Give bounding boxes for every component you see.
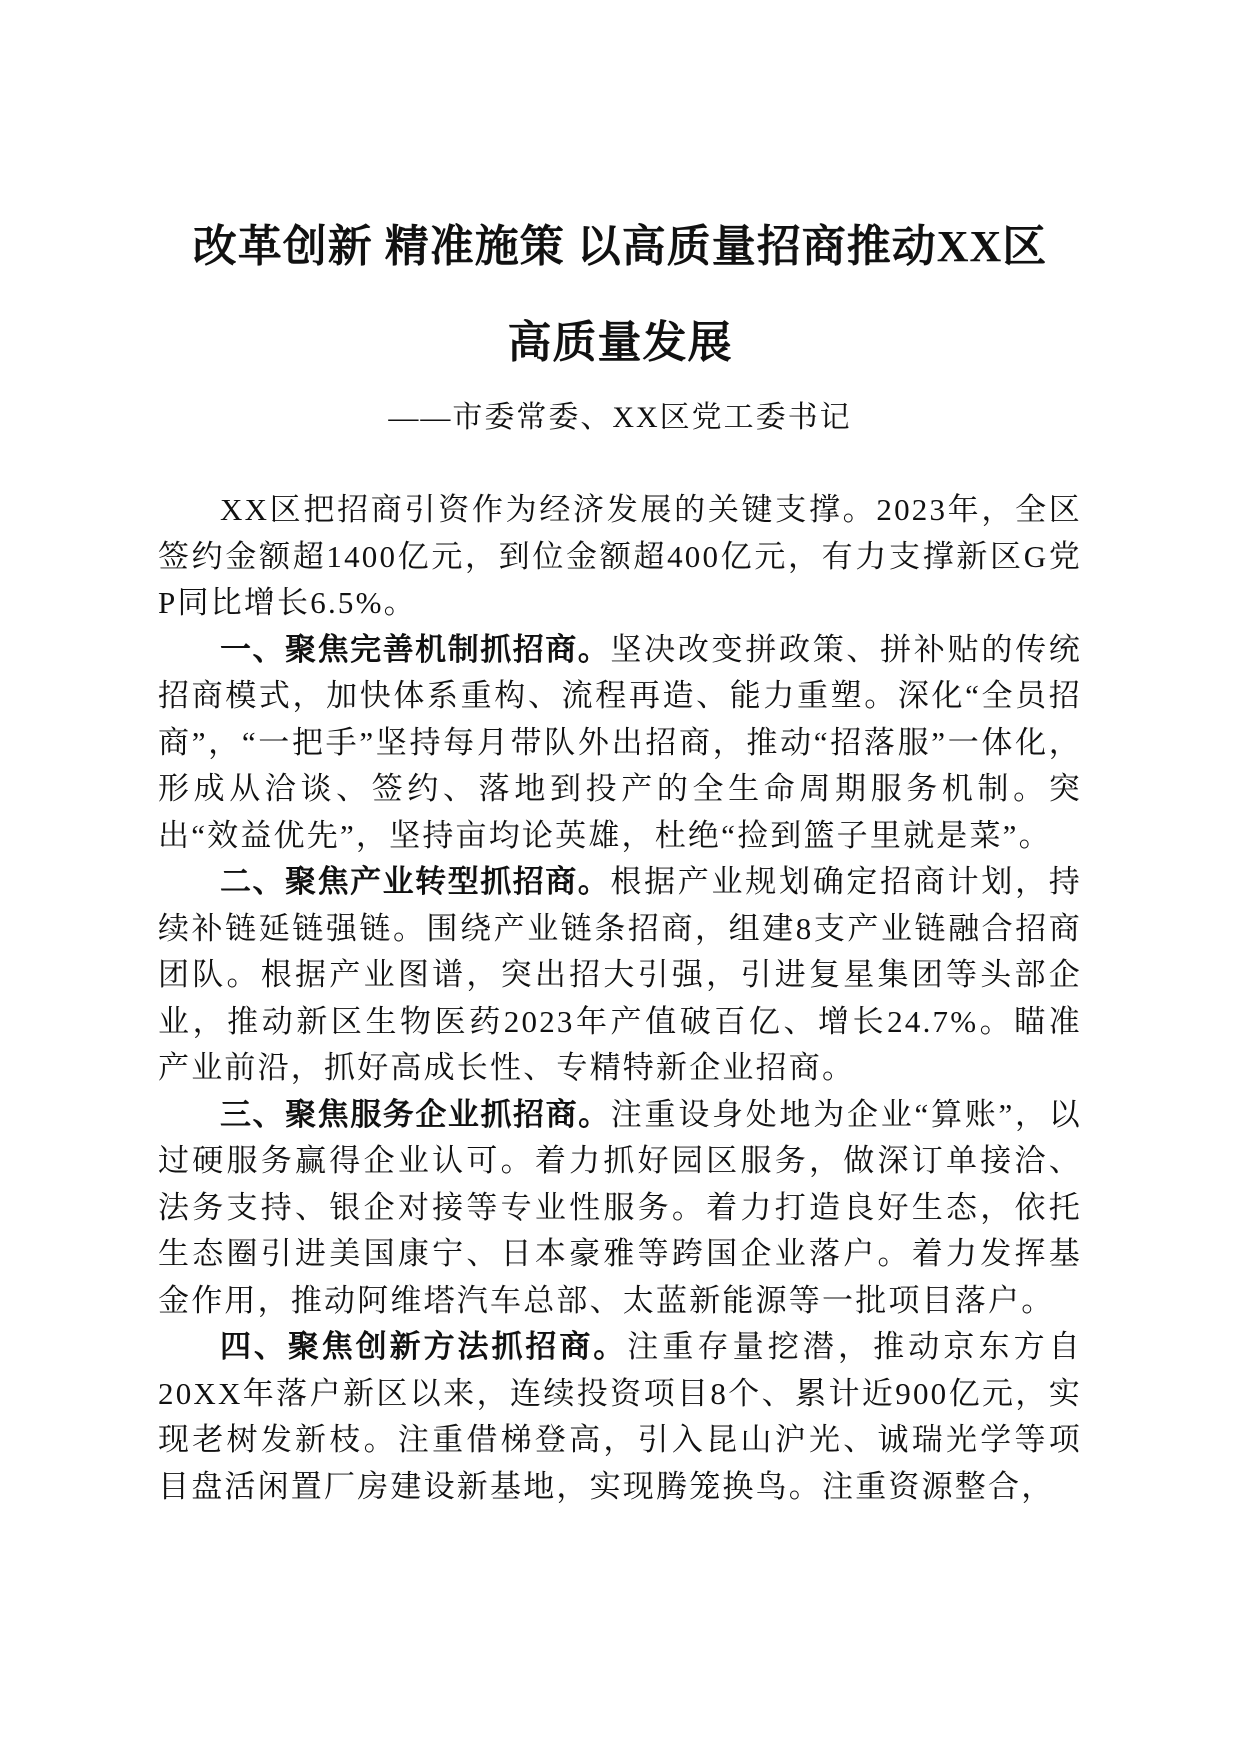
section-text-3: 注重设身处地为企业“算账”，以过硬服务赢得企业认可。着力抓好园区服务，做深订单接洽、法务支持、银企对接等专业性服务。着力打造良好生态，依托生态圈引进美国康宁、日本豪雅等跨国企业落户。着力发挥基金作用，推动阿维塔汽车总部、太蓝新能源等一批项目落户。 xyxy=(158,1096,1082,1318)
section-paragraph-3 xyxy=(158,1092,1082,1325)
document-subtitle: ——市委常委、XX区党工委书记 xyxy=(388,401,852,434)
section-heading-2: 二、聚焦产业转型抓招商。 xyxy=(220,864,611,900)
section-text-1: 坚决改变拼政策、拼补贴的传统招商模式，加快体系重构、流程再造、能力重塑。深化“全员招商”，“一把手”坚持每月带队外出招商，推动“招落服”一体化，形成从洽谈、签约、落地到投产的全生命周期服务机制。突出“效益优先”，坚持亩均论英雄，杜绝“捡到篮子里就是菜”。 xyxy=(158,631,1082,853)
title-line-1: 改革创新 精准施策 以高质量招商推动XX区 xyxy=(192,222,1048,271)
document-page xyxy=(158,222,1082,1510)
intro-paragraph: XX区把招商引资作为经济发展的关键支撑。2023年，全区签约金额超1400亿元，到位金额超400亿元，有力支撑新区G党P同比增长6.5%。 xyxy=(158,492,1082,620)
section-text-2: 根据产业规划确定招商计划，持续补链延链强链。围绕产业链条招商，组建8支产业链融合招商团队。根据产业图谱，突出招大引强，引进复星集团等头部企业，推动新区生物医药2023年产值破百亿、增长24.7%。瞄准产业前沿，抓好高成长性、专精特新企业招商。 xyxy=(158,864,1082,1085)
document-title xyxy=(158,222,1082,367)
section-heading-1: 一、聚焦完善机制抓招商。 xyxy=(220,631,611,668)
section-paragraph-2 xyxy=(158,859,1082,1092)
document-body xyxy=(158,487,1082,1510)
section-paragraph-1 xyxy=(158,627,1082,860)
section-paragraph-4 xyxy=(158,1324,1082,1510)
title-line-2: 高质量发展 xyxy=(507,318,733,367)
section-text-4: 注重存量挖潜，推动京东方自20XX年落户新区以来，连续投资项目8个、累计近900亿元，实现老树发新枝。注重借梯登高，引入昆山沪光、诚瑞光学等项目盘活闲置厂房建设新基地，实现腾笼换鸟。注重资源整合， xyxy=(158,1329,1082,1504)
section-heading-3: 三、聚焦服务企业抓招商。 xyxy=(220,1096,611,1133)
section-heading-4: 四、聚焦创新方法抓招商。 xyxy=(220,1329,628,1365)
